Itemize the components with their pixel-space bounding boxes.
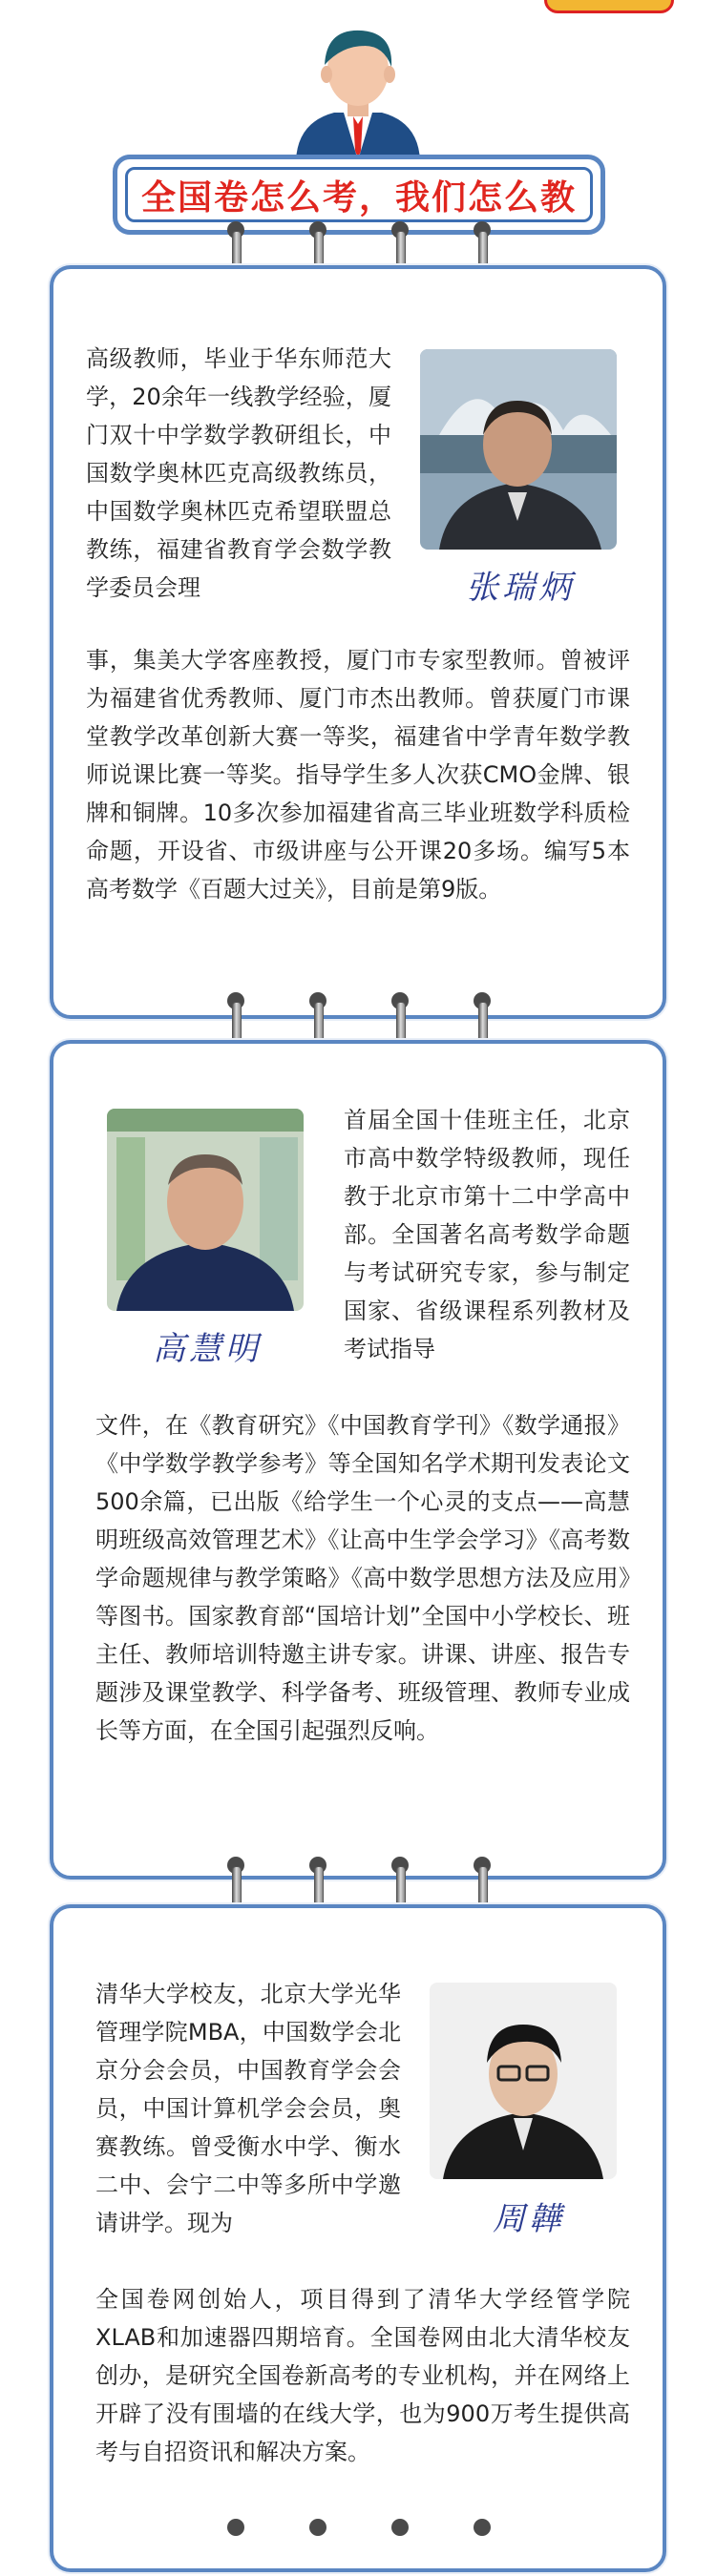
teacher-1-signature: 张瑞炳 (466, 569, 575, 607)
teacher-2-bio-top: 首届全国十佳班主任，北京市高中数学特级教师，现任教于北京市第十二中学高中部。全国著名高考数学命题与考试研究专家，参与制定国家、省级课程系列教材及考试指导 (344, 1107, 630, 1362)
binder-ring (305, 2519, 330, 2576)
teacher-3-photo (430, 1983, 617, 2179)
teacher-2-bio-bottom: 文件，在《教育研究》《中国教育学刊》《数学通报》《中学数学教学参考》等全国知名学术期刊发表论文500余篇，已出版《给学生一个心灵的支点——高慧明班级高效管理艺术》《让高中生学会学习》《高考数学命题规律与教学策略》《高中数学思想方法及应用》等图书。国家教育部“国培计划”全国中小学校长、班主任、教师培训特邀主讲专家。讲课、讲座、报告专题涉及课堂教学、科学备考、班级管理、教师专业成长等方面，在全国引起强烈反响。 (95, 1412, 630, 1744)
top-corner-badge (544, 0, 674, 13)
page-title: 全国卷怎么考，我们怎么教 (140, 177, 577, 218)
teacher-2-photo (107, 1109, 304, 1311)
teacher-3-bio-bottom: 全国卷网创始人，项目得到了清华大学经管学院XLAB和加速器四期培育。全国卷网由北大清华校友创办，是研究全国卷新高考的专业机构，并在网络上开辟了没有围墙的在线大学，也为900万考生提供高考与自招资讯和解决方案。 (95, 2286, 630, 2465)
binder-ring (470, 2519, 495, 2576)
binder-ring (388, 2519, 412, 2576)
title-banner (113, 155, 605, 235)
teacher-1-bio-bottom: 事，集美大学客座教授，厦门市专家型教师。曾被评为福建省优秀教师、厦门市杰出教师。曾获厦门市课堂教学改革创新大赛一等奖，福建省中学青年数学教师说课比赛一等奖。指导学生多人次获CMO金牌、银牌和铜牌。10多次参加福建省高三毕业班数学科质检命题，开设省、市级讲座与公开课20多场。编写5本高考数学《百题大过关》，目前是第9版。 (86, 647, 630, 903)
title-banner-inner (125, 167, 593, 222)
teacher-avatar-icon (277, 17, 439, 160)
teacher-2-signature: 高慧明 (153, 1330, 262, 1368)
teacher-3-signature: 周韡 (493, 2200, 565, 2238)
teacher-1-bio-top: 高级教师，毕业于华东师范大学，20余年一线教学经验，厦门双十中学数学教研组长，中国数学奥林匹克高级教练员，中国数学奥林匹克希望联盟总教练，福建省教育学会数学教学委员会理 (86, 345, 391, 601)
teacher-3-bio-top: 清华大学校友，北京大学光华管理学院MBA，中国数学会北京分会会员，中国教育学会会员，中国计算机学会会员，奥赛教练。曾受衡水中学、衡水二中、会宁二中等多所中学邀请讲学。现为 (95, 1981, 401, 2236)
binder-ring (223, 2519, 248, 2576)
teacher-1-photo (420, 349, 617, 550)
